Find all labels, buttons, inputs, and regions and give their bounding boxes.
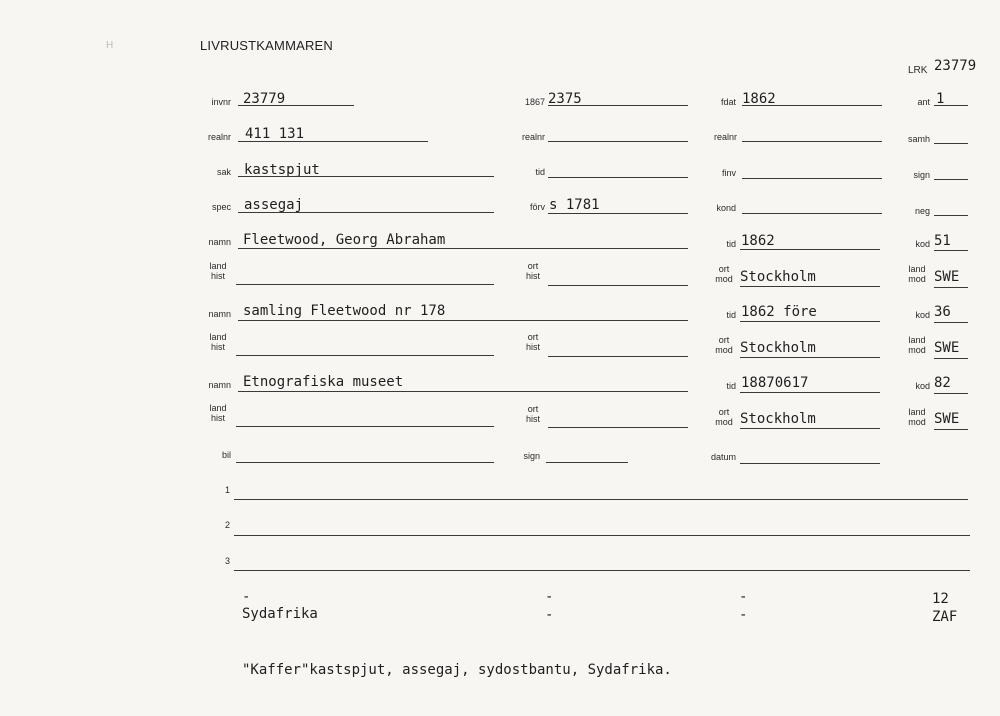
neg-line xyxy=(934,215,968,216)
landmod1-value: SWE xyxy=(934,269,960,285)
landmod3-line xyxy=(934,429,968,430)
namn2-value: samling Fleetwood nr 178 xyxy=(243,303,446,319)
landhist3-line xyxy=(236,426,494,427)
landhist3-label: land hist xyxy=(209,403,227,423)
kod2-value: 36 xyxy=(934,304,951,320)
kod3-line xyxy=(934,393,968,394)
bil-line xyxy=(236,462,494,463)
landhist2-label: land hist xyxy=(209,332,227,352)
institution-title: LIVRUSTKAMMAREN xyxy=(200,38,334,53)
ortmod1-value: Stockholm xyxy=(740,269,816,285)
fdat-label: fdat xyxy=(720,97,736,107)
realnr1-line xyxy=(238,141,428,142)
ortmod2-value: Stockholm xyxy=(740,340,816,356)
tid2-line xyxy=(740,321,880,322)
realnr2-line xyxy=(548,141,688,142)
namn2-line xyxy=(238,320,688,321)
forv-value: s 1781 xyxy=(549,197,600,213)
orthist1-label: ort hist xyxy=(525,261,540,281)
orthist2-line xyxy=(548,356,688,357)
tid1-value: 1862 xyxy=(741,233,775,249)
ortmod3-label: ort mod xyxy=(715,407,733,427)
lrk-value: 23779 xyxy=(934,58,977,74)
tid3-line xyxy=(740,392,880,393)
footer-dash-3: - xyxy=(739,589,748,605)
kod1-label: kod xyxy=(915,239,930,249)
line2-number: 2 xyxy=(224,520,230,530)
realnr1-label: realnr xyxy=(207,132,231,142)
tid1-label: tid xyxy=(726,239,736,249)
y1867-line xyxy=(548,105,688,106)
ant-value: 1 xyxy=(936,91,945,107)
landmod2-line xyxy=(934,358,968,359)
ortmod2-line xyxy=(740,357,880,358)
tid3-label: tid xyxy=(726,381,736,391)
landmod1-label: land mod xyxy=(908,264,926,284)
sign1-line xyxy=(934,179,968,180)
namn3-value: Etnografiska museet xyxy=(243,374,404,390)
datum-label: datum xyxy=(710,452,736,462)
tid0-line xyxy=(548,177,688,178)
ortmod1-label: ort mod xyxy=(715,264,733,284)
invnr-label: invnr xyxy=(211,97,231,107)
line3 xyxy=(234,570,970,571)
datum-line xyxy=(740,463,880,464)
object-description: "Kaffer"kastspjut, assegaj, sydostbantu, Sydafrika. xyxy=(242,662,672,678)
finv-line xyxy=(742,178,882,179)
finv-label: finv xyxy=(721,168,736,178)
bil-label: bil xyxy=(221,450,231,460)
orthist2-label: ort hist xyxy=(525,332,540,352)
y1867-value: 2375 xyxy=(548,91,582,107)
kod2-line xyxy=(934,322,968,323)
ortmod3-value: Stockholm xyxy=(740,411,816,427)
lrk-label: LRK xyxy=(908,65,928,76)
landmod3-label: land mod xyxy=(908,407,926,427)
invnr-value: 23779 xyxy=(243,91,286,107)
line2 xyxy=(234,535,970,536)
forv-label: förv xyxy=(529,202,545,212)
namn1-label: namn xyxy=(208,237,231,247)
realnr3-label: realnr xyxy=(713,132,737,142)
realnr3-line xyxy=(742,141,882,142)
y1867-label: 1867 xyxy=(524,97,545,107)
sign2-label: sign xyxy=(523,451,540,461)
kod3-value: 82 xyxy=(934,375,951,391)
ant-line xyxy=(934,105,968,106)
tid0-label: tid xyxy=(535,167,545,177)
invnr-line xyxy=(238,105,354,106)
landmod2-label: land mod xyxy=(908,335,926,355)
corner-mark: H xyxy=(106,40,114,51)
footer-dash-4: - xyxy=(545,607,554,623)
kod1-line xyxy=(934,250,968,251)
footer-dash-2: - xyxy=(545,589,554,605)
sak-label: sak xyxy=(216,167,231,177)
neg-label: neg xyxy=(914,206,930,216)
sak-line xyxy=(238,176,494,177)
forv-line xyxy=(548,213,688,214)
spec-line xyxy=(238,212,494,213)
namn2-label: namn xyxy=(208,309,231,319)
line3-number: 3 xyxy=(224,556,230,566)
tid1-line xyxy=(740,249,880,250)
namn1-line xyxy=(238,248,688,249)
kond-label: kond xyxy=(716,203,736,213)
kond-line xyxy=(742,213,882,214)
fdat-line xyxy=(742,105,882,106)
realnr2-label: realnr xyxy=(521,132,545,142)
sign1-label: sign xyxy=(913,170,930,180)
ortmod1-line xyxy=(740,286,880,287)
orthist3-line xyxy=(548,427,688,428)
line1 xyxy=(234,499,968,500)
kod2-label: kod xyxy=(915,310,930,320)
namn3-line xyxy=(238,391,688,392)
spec-value: assegaj xyxy=(244,197,304,213)
sak-value: kastspjut xyxy=(244,162,320,178)
footer-code-num: 12 xyxy=(932,591,949,607)
footer-dash-1: - xyxy=(242,589,251,605)
landhist1-label: land hist xyxy=(209,261,227,281)
footer-country: Sydafrika xyxy=(242,606,318,622)
samh-line xyxy=(934,143,968,144)
footer-dash-5: - xyxy=(739,607,748,623)
tid2-value: 1862 före xyxy=(741,304,817,320)
kod1-value: 51 xyxy=(934,233,951,249)
ant-label: ant xyxy=(917,97,930,107)
orthist1-line xyxy=(548,285,688,286)
spec-label: spec xyxy=(211,202,231,212)
realnr1-value: 411 131 xyxy=(245,126,305,142)
landmod2-value: SWE xyxy=(934,340,960,356)
kod3-label: kod xyxy=(915,381,930,391)
landhist1-line xyxy=(236,284,494,285)
orthist3-label: ort hist xyxy=(525,404,540,424)
footer-code-alpha: ZAF xyxy=(932,609,958,625)
fdat-value: 1862 xyxy=(742,91,776,107)
landhist2-line xyxy=(236,355,494,356)
namn3-label: namn xyxy=(208,380,231,390)
namn1-value: Fleetwood, Georg Abraham xyxy=(243,232,446,248)
landmod3-value: SWE xyxy=(934,411,960,427)
sign2-line xyxy=(546,462,628,463)
tid2-label: tid xyxy=(726,310,736,320)
tid3-value: 18870617 xyxy=(741,375,809,391)
line1-number: 1 xyxy=(224,485,230,495)
landmod1-line xyxy=(934,287,968,288)
samh-label: samh xyxy=(907,134,930,144)
ortmod3-line xyxy=(740,428,880,429)
ortmod2-label: ort mod xyxy=(715,335,733,355)
